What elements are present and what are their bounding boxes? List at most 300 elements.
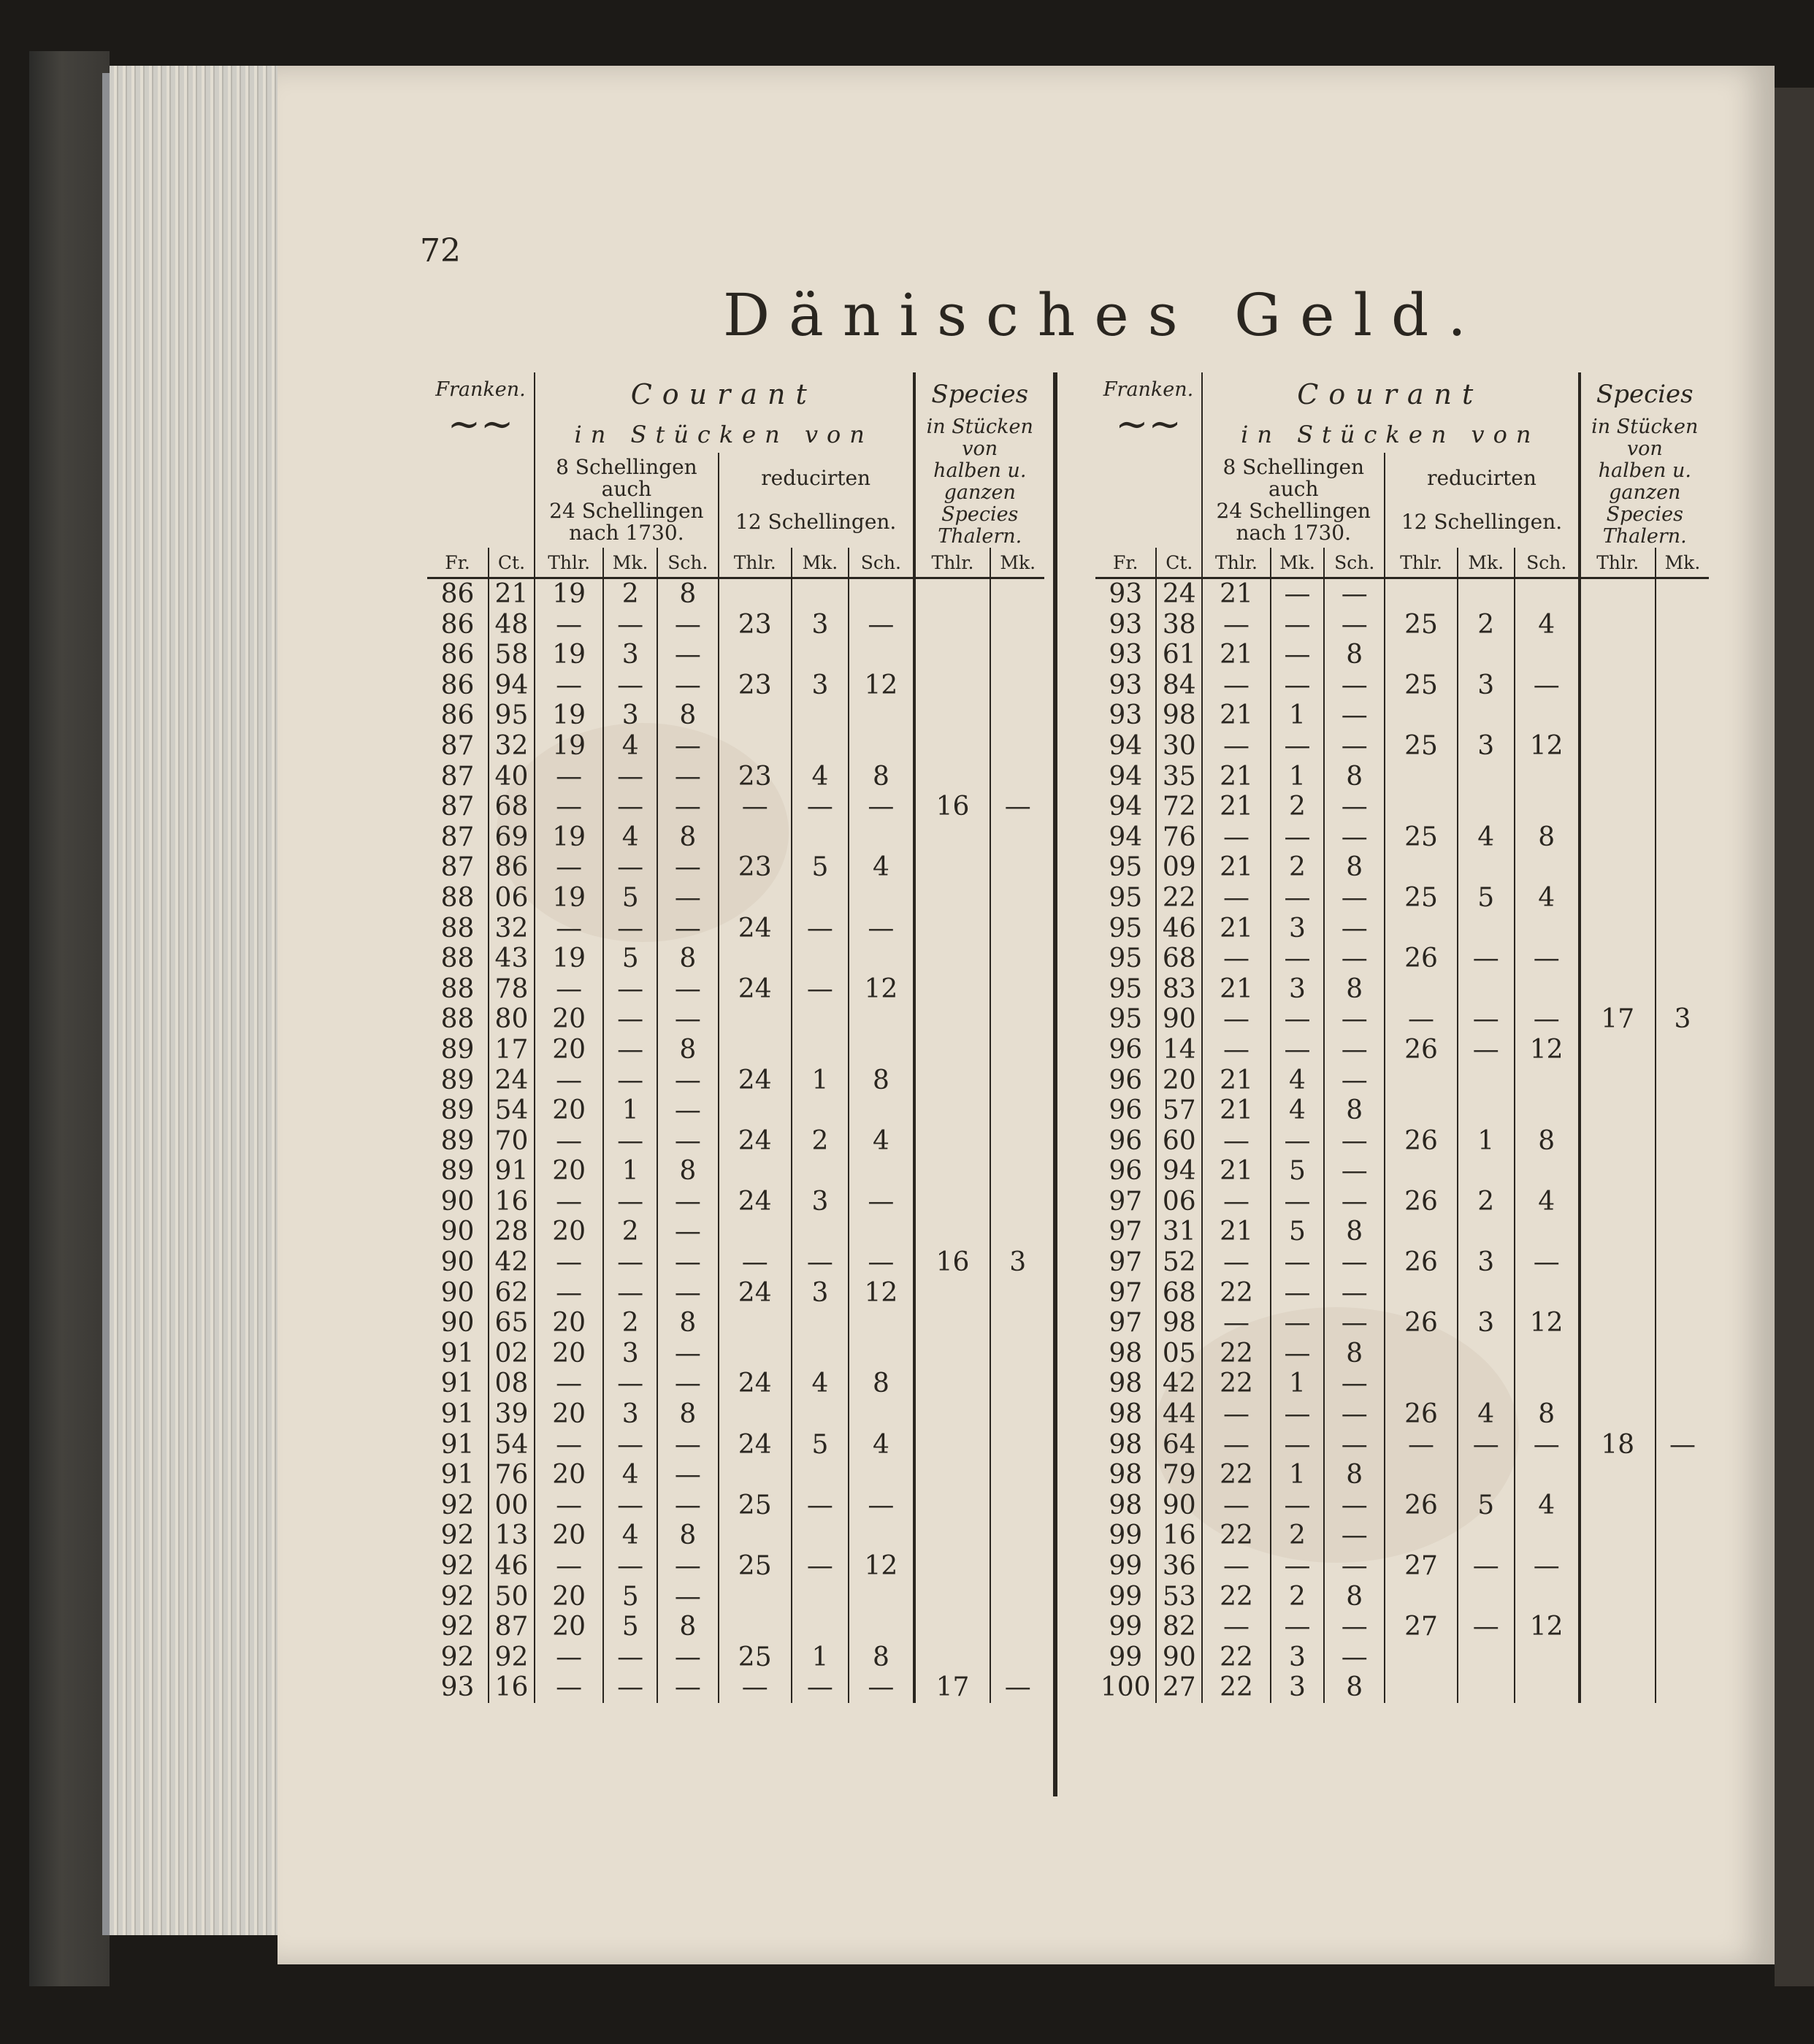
cell-thlr-8: 20	[535, 1004, 603, 1035]
species-sub-header: in Stücken von halben u. ganzen Species Thalern.	[914, 416, 1045, 548]
cell-sch-8: —	[657, 1551, 719, 1582]
cell-fr: 89	[440, 1125, 475, 1156]
cell-thlr-red	[1385, 1520, 1457, 1551]
cell-thlr-species	[1580, 700, 1656, 731]
cell-fr: 94	[1109, 822, 1143, 852]
cell-mk-red: —	[792, 1551, 849, 1582]
courant-header: Courant	[1202, 372, 1579, 416]
cell-thlr-8: 20	[535, 1035, 603, 1065]
cell-fr: 90	[440, 1247, 475, 1278]
cell-thlr-red	[1385, 578, 1457, 610]
cell-fr: 96	[1109, 1095, 1143, 1126]
cell-ct: 21	[489, 578, 535, 610]
cell-sch-8: —	[657, 640, 719, 670]
table-row	[1095, 1582, 1709, 1612]
cell-mk-red	[1458, 762, 1515, 792]
cell-sch-red	[849, 1217, 914, 1247]
col-fr: Fr.	[1095, 548, 1156, 578]
table-row	[427, 1308, 1044, 1339]
cell-thlr-8: —	[1202, 883, 1271, 914]
cell-thlr-species	[914, 974, 991, 1005]
cell-thlr-species	[914, 1187, 991, 1217]
cell-ct: 48	[489, 610, 535, 640]
col-reducirten-header: reducirten 12 Schellingen.	[1385, 453, 1579, 548]
cell-thlr-8: —	[1202, 1612, 1271, 1642]
cell-mk-red	[1458, 700, 1515, 731]
cell-mk-8: 5	[603, 1582, 657, 1612]
cell-fr: 94	[1109, 761, 1143, 792]
cell-thlr-8: —	[535, 762, 603, 792]
cell-sch-red: 4	[1515, 1490, 1580, 1521]
cell-mk-species	[1656, 1520, 1709, 1551]
cell-mk-species	[990, 1217, 1044, 1247]
cell-sch-red: 12	[849, 1551, 914, 1582]
cell-mk-8: 1	[1271, 762, 1324, 792]
cell-thlr-8: 21	[1202, 762, 1271, 792]
cell-fr: 97	[1109, 1186, 1143, 1217]
cell-ct: 90	[1156, 1642, 1202, 1673]
table-row	[427, 792, 1044, 822]
cell-mk-8: 1	[1271, 1369, 1324, 1399]
cell-sch-red	[849, 943, 914, 974]
cell-mk-species	[990, 1460, 1044, 1490]
cell-thlr-species	[1580, 1642, 1656, 1673]
cell-fr: 91	[440, 1399, 475, 1430]
cell-thlr-species	[1580, 1612, 1656, 1642]
col-thlr: Thlr.	[535, 548, 603, 578]
species-header: Species	[1580, 372, 1709, 416]
cell-sch-8: 8	[657, 1399, 719, 1430]
table-row	[1095, 822, 1709, 853]
table-row	[1095, 1490, 1709, 1521]
cell-thlr-species	[1580, 1278, 1656, 1309]
cell-mk-8: —	[603, 762, 657, 792]
cell-thlr-red: 25	[1385, 670, 1457, 701]
cell-mk-species	[990, 1612, 1044, 1642]
cell-sch-red	[849, 1582, 914, 1612]
cell-fr: 100	[1100, 1672, 1151, 1703]
cell-mk-red	[792, 1217, 849, 1247]
cell-fr: 87	[440, 792, 475, 822]
cell-mk-red	[792, 1004, 849, 1035]
cell-ct: 78	[489, 974, 535, 1005]
table-row	[1095, 731, 1709, 762]
cell-fr: 94	[1109, 730, 1143, 761]
cell-sch-8: —	[1324, 943, 1385, 974]
col-mk: Mk.	[1458, 548, 1515, 578]
cell-mk-8: —	[603, 792, 657, 822]
cell-mk-species	[1656, 670, 1709, 701]
cell-thlr-8: 22	[1202, 1642, 1271, 1673]
cell-thlr-8: 19	[535, 700, 603, 731]
cell-thlr-species	[1580, 1035, 1656, 1065]
cell-mk-8: 4	[603, 822, 657, 853]
cell-sch-8: —	[657, 883, 719, 914]
cell-thlr-species	[1580, 670, 1656, 701]
cell-thlr-red	[719, 1582, 792, 1612]
cell-mk-species	[1656, 700, 1709, 731]
cell-sch-red: 4	[1515, 1187, 1580, 1217]
cell-mk-red: 2	[792, 1126, 849, 1157]
cell-mk-species	[1656, 943, 1709, 974]
cell-thlr-species	[1580, 1126, 1656, 1157]
cell-sch-8: —	[1324, 1247, 1385, 1278]
cell-mk-species	[1656, 1672, 1709, 1703]
cell-fr: 96	[1109, 1125, 1143, 1156]
cell-mk-8: 3	[603, 1339, 657, 1369]
cell-mk-species	[990, 1642, 1044, 1673]
cell-sch-red: 4	[1515, 610, 1580, 640]
table-row	[427, 1612, 1044, 1642]
cell-sch-red: 12	[1515, 1612, 1580, 1642]
cell-thlr-red: 25	[719, 1642, 792, 1673]
cell-ct: 91	[489, 1156, 535, 1187]
cell-mk-species	[1656, 1187, 1709, 1217]
cell-mk-species	[1656, 1399, 1709, 1430]
cell-mk-red: 3	[1458, 670, 1515, 701]
cell-mk-red	[1458, 1460, 1515, 1490]
cell-thlr-8: 19	[535, 822, 603, 853]
cell-sch-8: —	[1324, 1126, 1385, 1157]
col-thlr: Thlr.	[719, 548, 792, 578]
cell-fr: 93	[1109, 579, 1143, 609]
cell-mk-8: 3	[603, 640, 657, 670]
cell-fr: 90	[440, 1186, 475, 1217]
col-8-schellingen-header: 8 Schellingen auch 24 Schellingen nach 1730.	[1202, 453, 1385, 548]
cell-thlr-red: 25	[719, 1551, 792, 1582]
cell-sch-red	[849, 1339, 914, 1369]
page-edges	[110, 66, 299, 1935]
cell-sch-8: —	[1324, 1156, 1385, 1187]
page-number: 72	[420, 232, 461, 269]
book-cover-right	[1775, 88, 1814, 1986]
cell-mk-species	[990, 731, 1044, 762]
cell-thlr-species	[1580, 578, 1656, 610]
cell-thlr-red: 24	[719, 1187, 792, 1217]
cell-sch-8: 8	[657, 1035, 719, 1065]
cell-mk-8: 1	[603, 1095, 657, 1126]
cell-mk-8: —	[603, 1247, 657, 1278]
cell-thlr-red	[719, 578, 792, 610]
cell-mk-8: 1	[1271, 1460, 1324, 1490]
cell-ct: 76	[489, 1460, 535, 1490]
cell-mk-red: 1	[792, 1642, 849, 1673]
cell-thlr-species	[914, 700, 991, 731]
cell-thlr-species	[1580, 1095, 1656, 1126]
cell-ct: 94	[1156, 1156, 1202, 1187]
cell-thlr-8: —	[1202, 1308, 1271, 1339]
cell-fr: 88	[440, 882, 475, 913]
cell-ct: 79	[1156, 1460, 1202, 1490]
cell-mk-red: 3	[1458, 1247, 1515, 1278]
cell-fr: 87	[440, 730, 475, 761]
cell-mk-red	[1458, 578, 1515, 610]
cell-sch-red	[1515, 1642, 1580, 1673]
cell-sch-8: —	[1324, 1490, 1385, 1521]
cell-thlr-species	[1580, 762, 1656, 792]
cell-mk-species	[1656, 1551, 1709, 1582]
cell-mk-8: 5	[603, 883, 657, 914]
cell-mk-8: —	[1271, 1612, 1324, 1642]
cell-mk-red: 3	[792, 1187, 849, 1217]
cell-mk-species	[990, 1126, 1044, 1157]
col-sch: Sch.	[849, 548, 914, 578]
cell-sch-red	[1515, 762, 1580, 792]
cell-thlr-8: 20	[535, 1582, 603, 1612]
cell-mk-8: 3	[1271, 1642, 1324, 1673]
cell-mk-species	[990, 670, 1044, 701]
cell-thlr-species	[1580, 1217, 1656, 1247]
cell-thlr-8: 22	[1202, 1582, 1271, 1612]
cell-mk-8: —	[1271, 670, 1324, 701]
cell-ct: 92	[489, 1642, 535, 1673]
cell-sch-red: —	[849, 1490, 914, 1521]
cell-thlr-species	[1580, 1460, 1656, 1490]
cell-mk-red: —	[1458, 1035, 1515, 1065]
cell-ct: 32	[489, 731, 535, 762]
cell-mk-8: —	[1271, 1126, 1324, 1157]
cell-fr: 92	[440, 1490, 475, 1520]
cell-fr: 93	[1109, 609, 1143, 640]
cell-mk-red	[1458, 1582, 1515, 1612]
cell-sch-8: 8	[657, 1308, 719, 1339]
cell-sch-8: —	[1324, 1551, 1385, 1582]
cell-thlr-8: —	[535, 1126, 603, 1157]
cell-thlr-species	[914, 1035, 991, 1065]
cell-mk-8: 5	[1271, 1156, 1324, 1187]
table-row	[427, 1035, 1044, 1065]
cell-mk-red	[1458, 792, 1515, 822]
table-row	[1095, 610, 1709, 640]
cell-thlr-species	[914, 610, 991, 640]
cell-thlr-red: 24	[719, 1369, 792, 1399]
cell-fr: 88	[440, 913, 475, 943]
cell-ct: 52	[1156, 1247, 1202, 1278]
cell-mk-8: —	[603, 1278, 657, 1309]
cell-mk-red	[1458, 1672, 1515, 1703]
cell-thlr-species	[1580, 1399, 1656, 1430]
cell-sch-8: 8	[1324, 1672, 1385, 1703]
cell-sch-8: —	[657, 1672, 719, 1703]
table-row	[1095, 1065, 1709, 1096]
cell-ct: 16	[489, 1187, 535, 1217]
cell-thlr-red	[1385, 1460, 1457, 1490]
cell-thlr-red: 26	[1385, 1308, 1457, 1339]
cell-sch-8: —	[1324, 578, 1385, 610]
cell-mk-red: 3	[792, 610, 849, 640]
table-row	[1095, 762, 1709, 792]
cell-thlr-species	[914, 1278, 991, 1309]
cell-sch-red	[1515, 640, 1580, 670]
cell-sch-red	[849, 1156, 914, 1187]
table-row	[1095, 670, 1709, 701]
cell-ct: 27	[1156, 1672, 1202, 1703]
cell-thlr-species	[914, 1156, 991, 1187]
cell-sch-8: —	[657, 974, 719, 1005]
cell-sch-red	[1515, 1217, 1580, 1247]
cell-mk-8: —	[603, 670, 657, 701]
cell-thlr-8: —	[535, 974, 603, 1005]
cell-mk-8: 4	[1271, 1065, 1324, 1096]
cell-thlr-red: 26	[1385, 943, 1457, 974]
cell-sch-8: —	[657, 762, 719, 792]
cell-sch-8: —	[1324, 1612, 1385, 1642]
cell-fr: 99	[1109, 1520, 1143, 1551]
cell-sch-8: —	[657, 1490, 719, 1521]
cell-thlr-8: 21	[1202, 914, 1271, 944]
cell-thlr-species	[1580, 1156, 1656, 1187]
cell-sch-8: —	[1324, 1430, 1385, 1461]
cell-mk-red	[792, 1399, 849, 1430]
species-sub-header: in Stücken von halben u. ganzen Species Thalern.	[1580, 416, 1709, 548]
cell-thlr-red: 25	[1385, 731, 1457, 762]
cell-thlr-8: —	[535, 1065, 603, 1096]
cell-thlr-8: —	[535, 670, 603, 701]
cell-fr: 89	[440, 1156, 475, 1187]
cell-thlr-species	[1580, 640, 1656, 670]
cell-thlr-species	[914, 1308, 991, 1339]
cell-thlr-red: 23	[719, 762, 792, 792]
cell-fr: 96	[1109, 1034, 1143, 1065]
cell-sch-8: —	[1324, 883, 1385, 914]
cell-sch-8: —	[657, 792, 719, 822]
cell-thlr-red	[719, 1399, 792, 1430]
cell-mk-8: 2	[1271, 792, 1324, 822]
cell-mk-species	[1656, 914, 1709, 944]
cell-sch-8: —	[1324, 610, 1385, 640]
cell-fr: 91	[440, 1460, 475, 1490]
cell-ct: 64	[1156, 1430, 1202, 1461]
cell-sch-red	[1515, 1369, 1580, 1399]
cell-ct: 17	[489, 1035, 535, 1065]
col-mk: Mk.	[1656, 548, 1709, 578]
cell-fr: 93	[440, 1672, 475, 1703]
cell-sch-8: —	[657, 1126, 719, 1157]
cell-ct: 40	[489, 762, 535, 792]
cell-sch-8: —	[1324, 1035, 1385, 1065]
cell-mk-8: —	[603, 1035, 657, 1065]
cell-mk-8: 2	[603, 578, 657, 610]
cell-mk-red	[792, 943, 849, 974]
cell-mk-8: 3	[1271, 1672, 1324, 1703]
cell-sch-8: 8	[657, 700, 719, 731]
table-row	[427, 1339, 1044, 1369]
cell-thlr-red: 23	[719, 852, 792, 883]
cell-thlr-8: —	[535, 1551, 603, 1582]
cell-mk-species	[1656, 1612, 1709, 1642]
cell-sch-8: —	[657, 1278, 719, 1309]
cell-sch-red	[1515, 1460, 1580, 1490]
col-ct: Ct.	[1156, 548, 1202, 578]
cell-mk-8: 5	[603, 943, 657, 974]
cell-mk-red	[1458, 1520, 1515, 1551]
cell-mk-species	[990, 1339, 1044, 1369]
table-row	[1095, 1004, 1709, 1035]
cell-sch-red	[1515, 1672, 1580, 1703]
cell-sch-8: —	[1324, 1278, 1385, 1309]
col-8-schellingen-header: 8 Schellingen auch 24 Schellingen nach 1730.	[535, 453, 719, 548]
table-row	[427, 1672, 1044, 1703]
col-sch: Sch.	[1515, 548, 1580, 578]
cell-thlr-8: —	[535, 1642, 603, 1673]
cell-thlr-species	[914, 1065, 991, 1096]
cell-mk-species	[1656, 1582, 1709, 1612]
cell-ct: 43	[489, 943, 535, 974]
species-header: Species	[914, 372, 1045, 416]
cell-thlr-species: 16	[914, 792, 991, 822]
cell-mk-species	[1656, 792, 1709, 822]
table-row	[1095, 1430, 1709, 1461]
table-row	[427, 700, 1044, 731]
cell-thlr-red	[719, 1460, 792, 1490]
cell-sch-red: —	[1515, 943, 1580, 974]
cell-sch-red: —	[1515, 1247, 1580, 1278]
cell-sch-red	[1515, 578, 1580, 610]
table-row	[427, 1004, 1044, 1035]
cell-thlr-red	[1385, 1217, 1457, 1247]
cell-ct: 98	[1156, 700, 1202, 731]
cell-thlr-red	[719, 1156, 792, 1187]
cell-thlr-red	[719, 883, 792, 914]
cell-mk-8: —	[1271, 1399, 1324, 1430]
cell-thlr-8: —	[535, 1672, 603, 1703]
cell-thlr-8: 21	[1202, 974, 1271, 1005]
cell-thlr-species: 18	[1580, 1430, 1656, 1461]
cell-fr: 98	[1109, 1369, 1143, 1399]
cell-fr: 99	[1109, 1642, 1143, 1672]
cell-sch-red: 4	[849, 1430, 914, 1461]
cell-mk-species	[990, 1187, 1044, 1217]
table-row	[427, 670, 1044, 701]
in-stuecken-header: in Stücken von	[535, 416, 914, 453]
cell-sch-red	[1515, 1095, 1580, 1126]
cell-mk-species	[1656, 610, 1709, 640]
cell-thlr-8: —	[535, 792, 603, 822]
cell-sch-red	[849, 1004, 914, 1035]
cell-sch-8: —	[657, 1065, 719, 1096]
table-row	[1095, 1339, 1709, 1369]
cell-mk-species	[1656, 1339, 1709, 1369]
cell-mk-8: 4	[603, 731, 657, 762]
cell-thlr-8: —	[535, 1187, 603, 1217]
col-sch: Sch.	[1324, 548, 1385, 578]
cell-mk-species	[1656, 822, 1709, 853]
cell-mk-8: —	[1271, 1035, 1324, 1065]
cell-sch-red	[849, 1308, 914, 1339]
cell-thlr-red: 26	[1385, 1035, 1457, 1065]
table-row	[427, 943, 1044, 974]
cell-mk-8: —	[1271, 1339, 1324, 1369]
cell-sch-8: —	[1324, 1399, 1385, 1430]
cell-thlr-8: —	[1202, 1035, 1271, 1065]
cell-sch-8: —	[1324, 670, 1385, 701]
cell-thlr-species	[914, 943, 991, 974]
cell-sch-red	[1515, 1156, 1580, 1187]
cell-thlr-8: —	[535, 1490, 603, 1521]
cell-mk-red: —	[792, 1247, 849, 1278]
cell-thlr-species: 16	[914, 1247, 991, 1278]
cell-sch-8: 8	[1324, 1095, 1385, 1126]
cell-mk-species: 3	[990, 1247, 1044, 1278]
cell-mk-species	[1656, 731, 1709, 762]
cell-mk-species	[1656, 1369, 1709, 1399]
cell-ct: 44	[1156, 1399, 1202, 1430]
cell-mk-species	[990, 943, 1044, 974]
cell-mk-red	[1458, 1642, 1515, 1673]
cell-sch-red: 4	[849, 852, 914, 883]
cell-fr: 93	[1109, 700, 1143, 731]
cell-ct: 32	[489, 914, 535, 944]
